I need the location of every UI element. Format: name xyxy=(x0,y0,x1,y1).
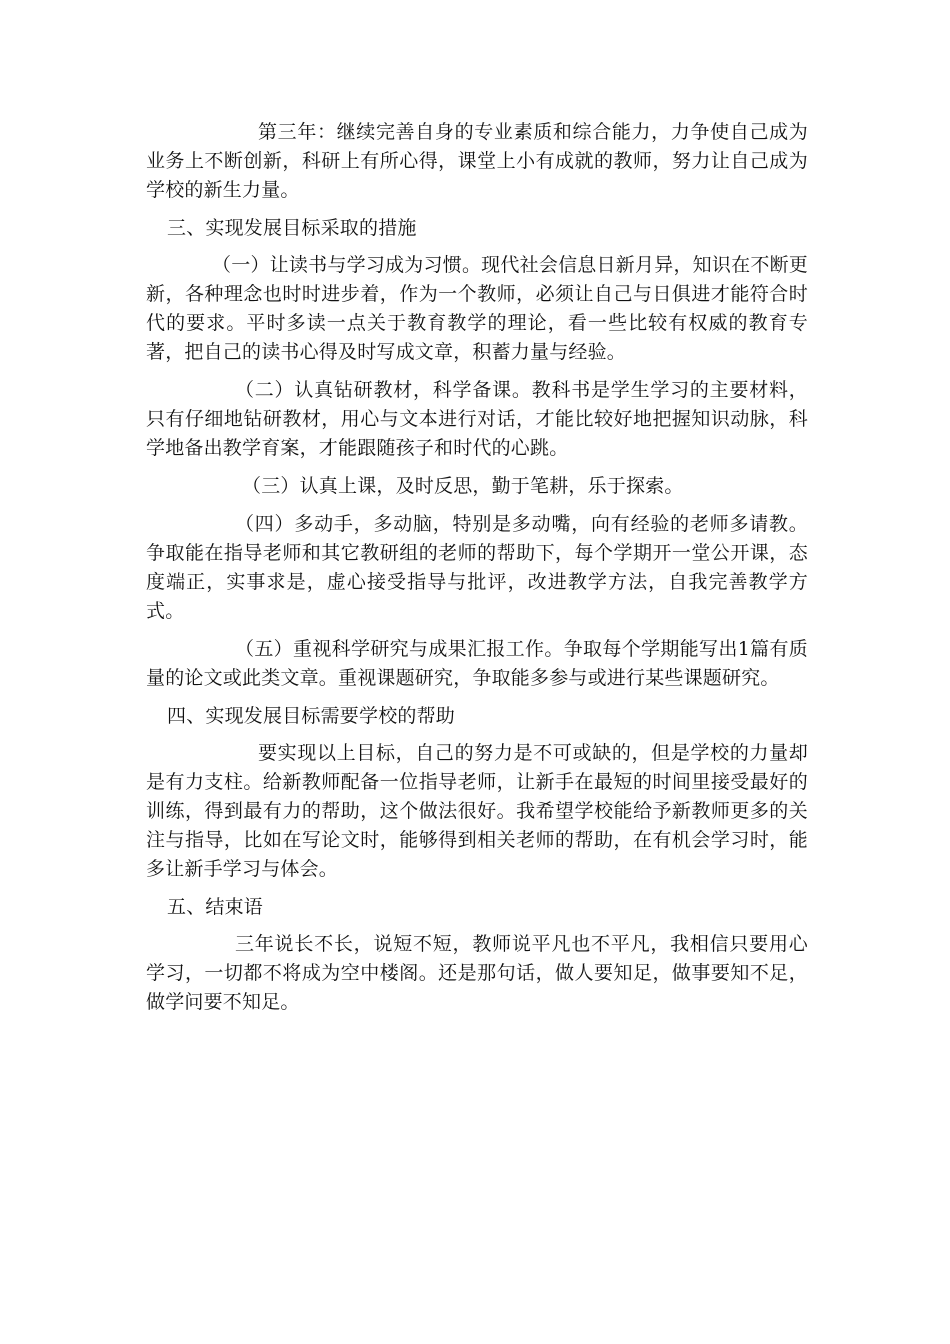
section-heading-school-help: 四、实现发展目标需要学校的帮助 xyxy=(167,705,456,727)
paragraph-measure-reading: （一）让读书与学习成为习惯。现代社会信息日新月异，知识在不断更新，各种理念也时时进步着，作为一个教师，必须让自己与日俱进才能符合时代的要求。平时多读一点关于教育教学的理论，看一些比较有权威的教育专著，把自己的读书心得及时写成文章，积蓄力量与经验。 xyxy=(146,254,808,363)
section-heading-conclusion: 五、结束语 xyxy=(167,896,264,918)
paragraph-year-three-goal: 第三年：继续完善自身的专业素质和综合能力，力争使自己成为业务上不断创新，科研上有所心得，课堂上小有成就的教师，努力让自己成为学校的新生力量。 xyxy=(146,121,808,201)
paragraph-measure-teaching: （三）认真上课，及时反思，勤于笔耕，乐于探索。 xyxy=(242,475,684,497)
paragraph-measure-learning-from-others: （四）多动手，多动脑，特别是多动嘴，向有经验的老师多请教。争取能在指导老师和其它教研组的老师的帮助下，每个学期开一堂公开课，态度端正，实事求是，虚心接受指导与批评，改进教学方法，自我完善教学方式。 xyxy=(146,513,808,622)
paragraph-measure-textbook: （二）认真钻研教材，科学备课。教科书是学生学习的主要材料，只有仔细地钻研教材，用心与文本进行对话，才能比较好地把握知识动脉，科学地备出教学育案，才能跟随孩子和时代的心跳。 xyxy=(146,379,808,459)
paragraph-conclusion: 三年说长不长，说短不短，教师说平凡也不平凡，我相信只要用心学习，一切都不将成为空中楼阁。还是那句话，做人要知足，做事要知不足，做学问要不知足。 xyxy=(146,933,808,1013)
document-body xyxy=(146,118,808,1026)
section-heading-measures: 三、实现发展目标采取的措施 xyxy=(167,217,417,239)
paragraph-measure-research: （五）重视科学研究与成果汇报工作。争取每个学期能写出1篇有质量的论文或此类文章。重视课题研究，争取能多参与或进行某些课题研究。 xyxy=(146,638,808,689)
paragraph-school-help: 要实现以上目标，自己的努力是不可或缺的，但是学校的力量却是有力支柱。给新教师配备一位指导老师，让新手在最短的时间里接受最好的训练，得到最有力的帮助，这个做法很好。我希望学校能给予新教师更多的关注与指导，比如在写论文时，能够得到相关老师的帮助，在有机会学习时，能多让新手学习与体会。 xyxy=(146,742,808,880)
